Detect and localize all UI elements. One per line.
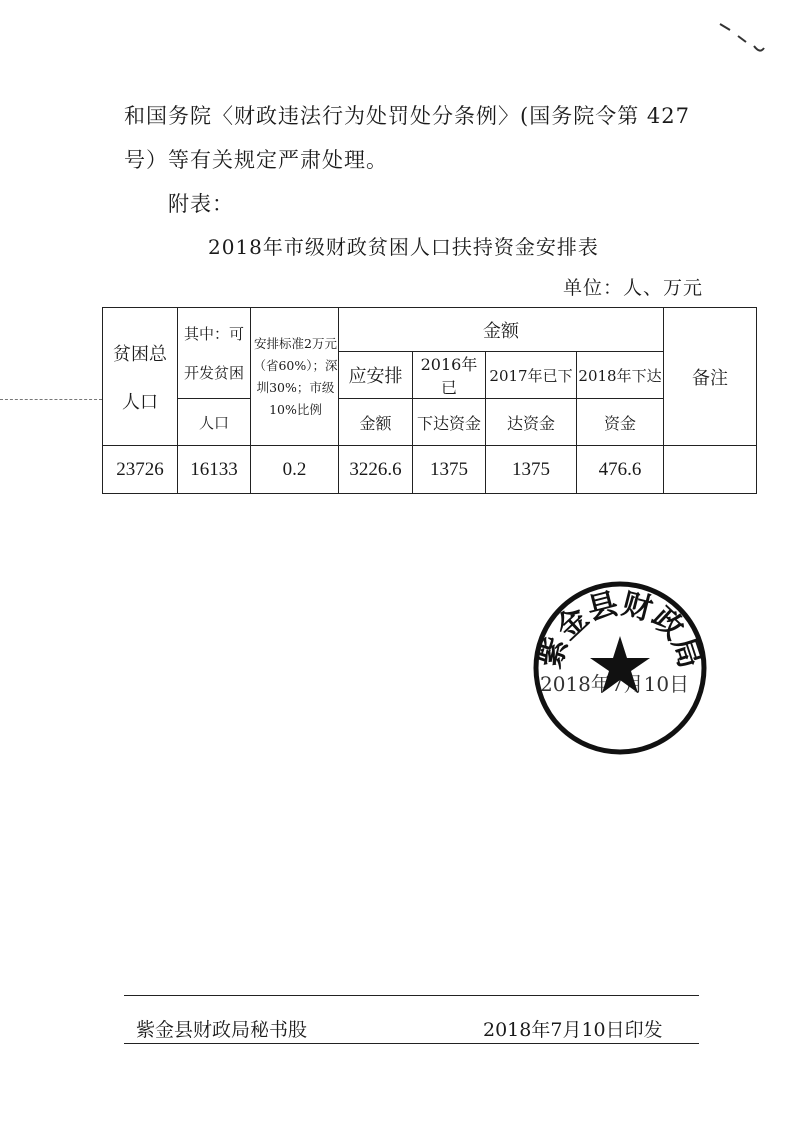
header-developable-line2: 开发贫困 <box>183 364 244 382</box>
table-row <box>103 446 757 494</box>
header-developable-line3: 人口 <box>178 399 251 446</box>
scan-dashed-mark <box>0 399 102 400</box>
attachment-label: 附表： <box>168 192 234 216</box>
header-issued-2016-2: 下达资金 <box>413 399 486 446</box>
header-poor-total-line1: 贫困总 <box>113 343 167 365</box>
body-line-2: 号）等有关规定严肃处理。 <box>124 148 388 172</box>
header-issued-2017-1: 2017年已下 <box>486 352 577 399</box>
cell-issued-2017: 1375 <box>486 446 577 494</box>
header-should-arrange-1: 应安排 <box>339 352 413 399</box>
header-poor-total <box>103 308 178 446</box>
official-seal-icon <box>530 578 710 758</box>
header-issued-2017-2: 达资金 <box>486 399 577 446</box>
cell-poor-total: 23726 <box>103 446 178 494</box>
header-developable <box>178 308 251 399</box>
footer-bottom-rule <box>124 1043 699 1044</box>
cell-developable: 16133 <box>178 446 251 494</box>
table-title: 2018年市级财政贫困人口扶持资金安排表 <box>208 235 599 259</box>
header-developable-line1: 其中：可 <box>183 325 244 343</box>
cell-standard: 0.2 <box>251 446 339 494</box>
seal-text: 紫金县财政局 <box>532 586 708 673</box>
header-issue-2018-1: 2018年下达 <box>577 352 664 399</box>
seal-date: 2018年7月10日 <box>540 672 690 696</box>
footer-top-rule <box>124 995 699 996</box>
scan-mark-icon <box>718 20 768 60</box>
footer-date: 2018年7月10日印发 <box>483 1019 663 1041</box>
cell-issued-2016: 1375 <box>413 446 486 494</box>
footer-issuer: 紫金县财政局秘书股 <box>136 1019 308 1041</box>
header-amount: 金额 <box>339 308 664 352</box>
cell-should-arrange: 3226.6 <box>339 446 413 494</box>
header-poor-total-line2: 人口 <box>122 391 158 413</box>
header-should-arrange-2: 金额 <box>339 399 413 446</box>
body-line-1: 和国务院〈财政违法行为处罚处分条例〉(国务院令第 427 <box>124 104 690 128</box>
cell-remarks <box>664 446 757 494</box>
header-issued-2016-1: 2016年已 <box>413 352 486 399</box>
header-standard: 安排标准2万元（省60%）；深圳30%；市级10%比例 <box>251 308 339 446</box>
header-issue-2018-2: 资金 <box>577 399 664 446</box>
funding-table <box>102 307 757 494</box>
unit-label: 单位：人、万元 <box>563 277 704 299</box>
seal-star-icon <box>590 636 650 693</box>
cell-issue-2018: 476.6 <box>577 446 664 494</box>
header-remarks: 备注 <box>664 308 757 446</box>
